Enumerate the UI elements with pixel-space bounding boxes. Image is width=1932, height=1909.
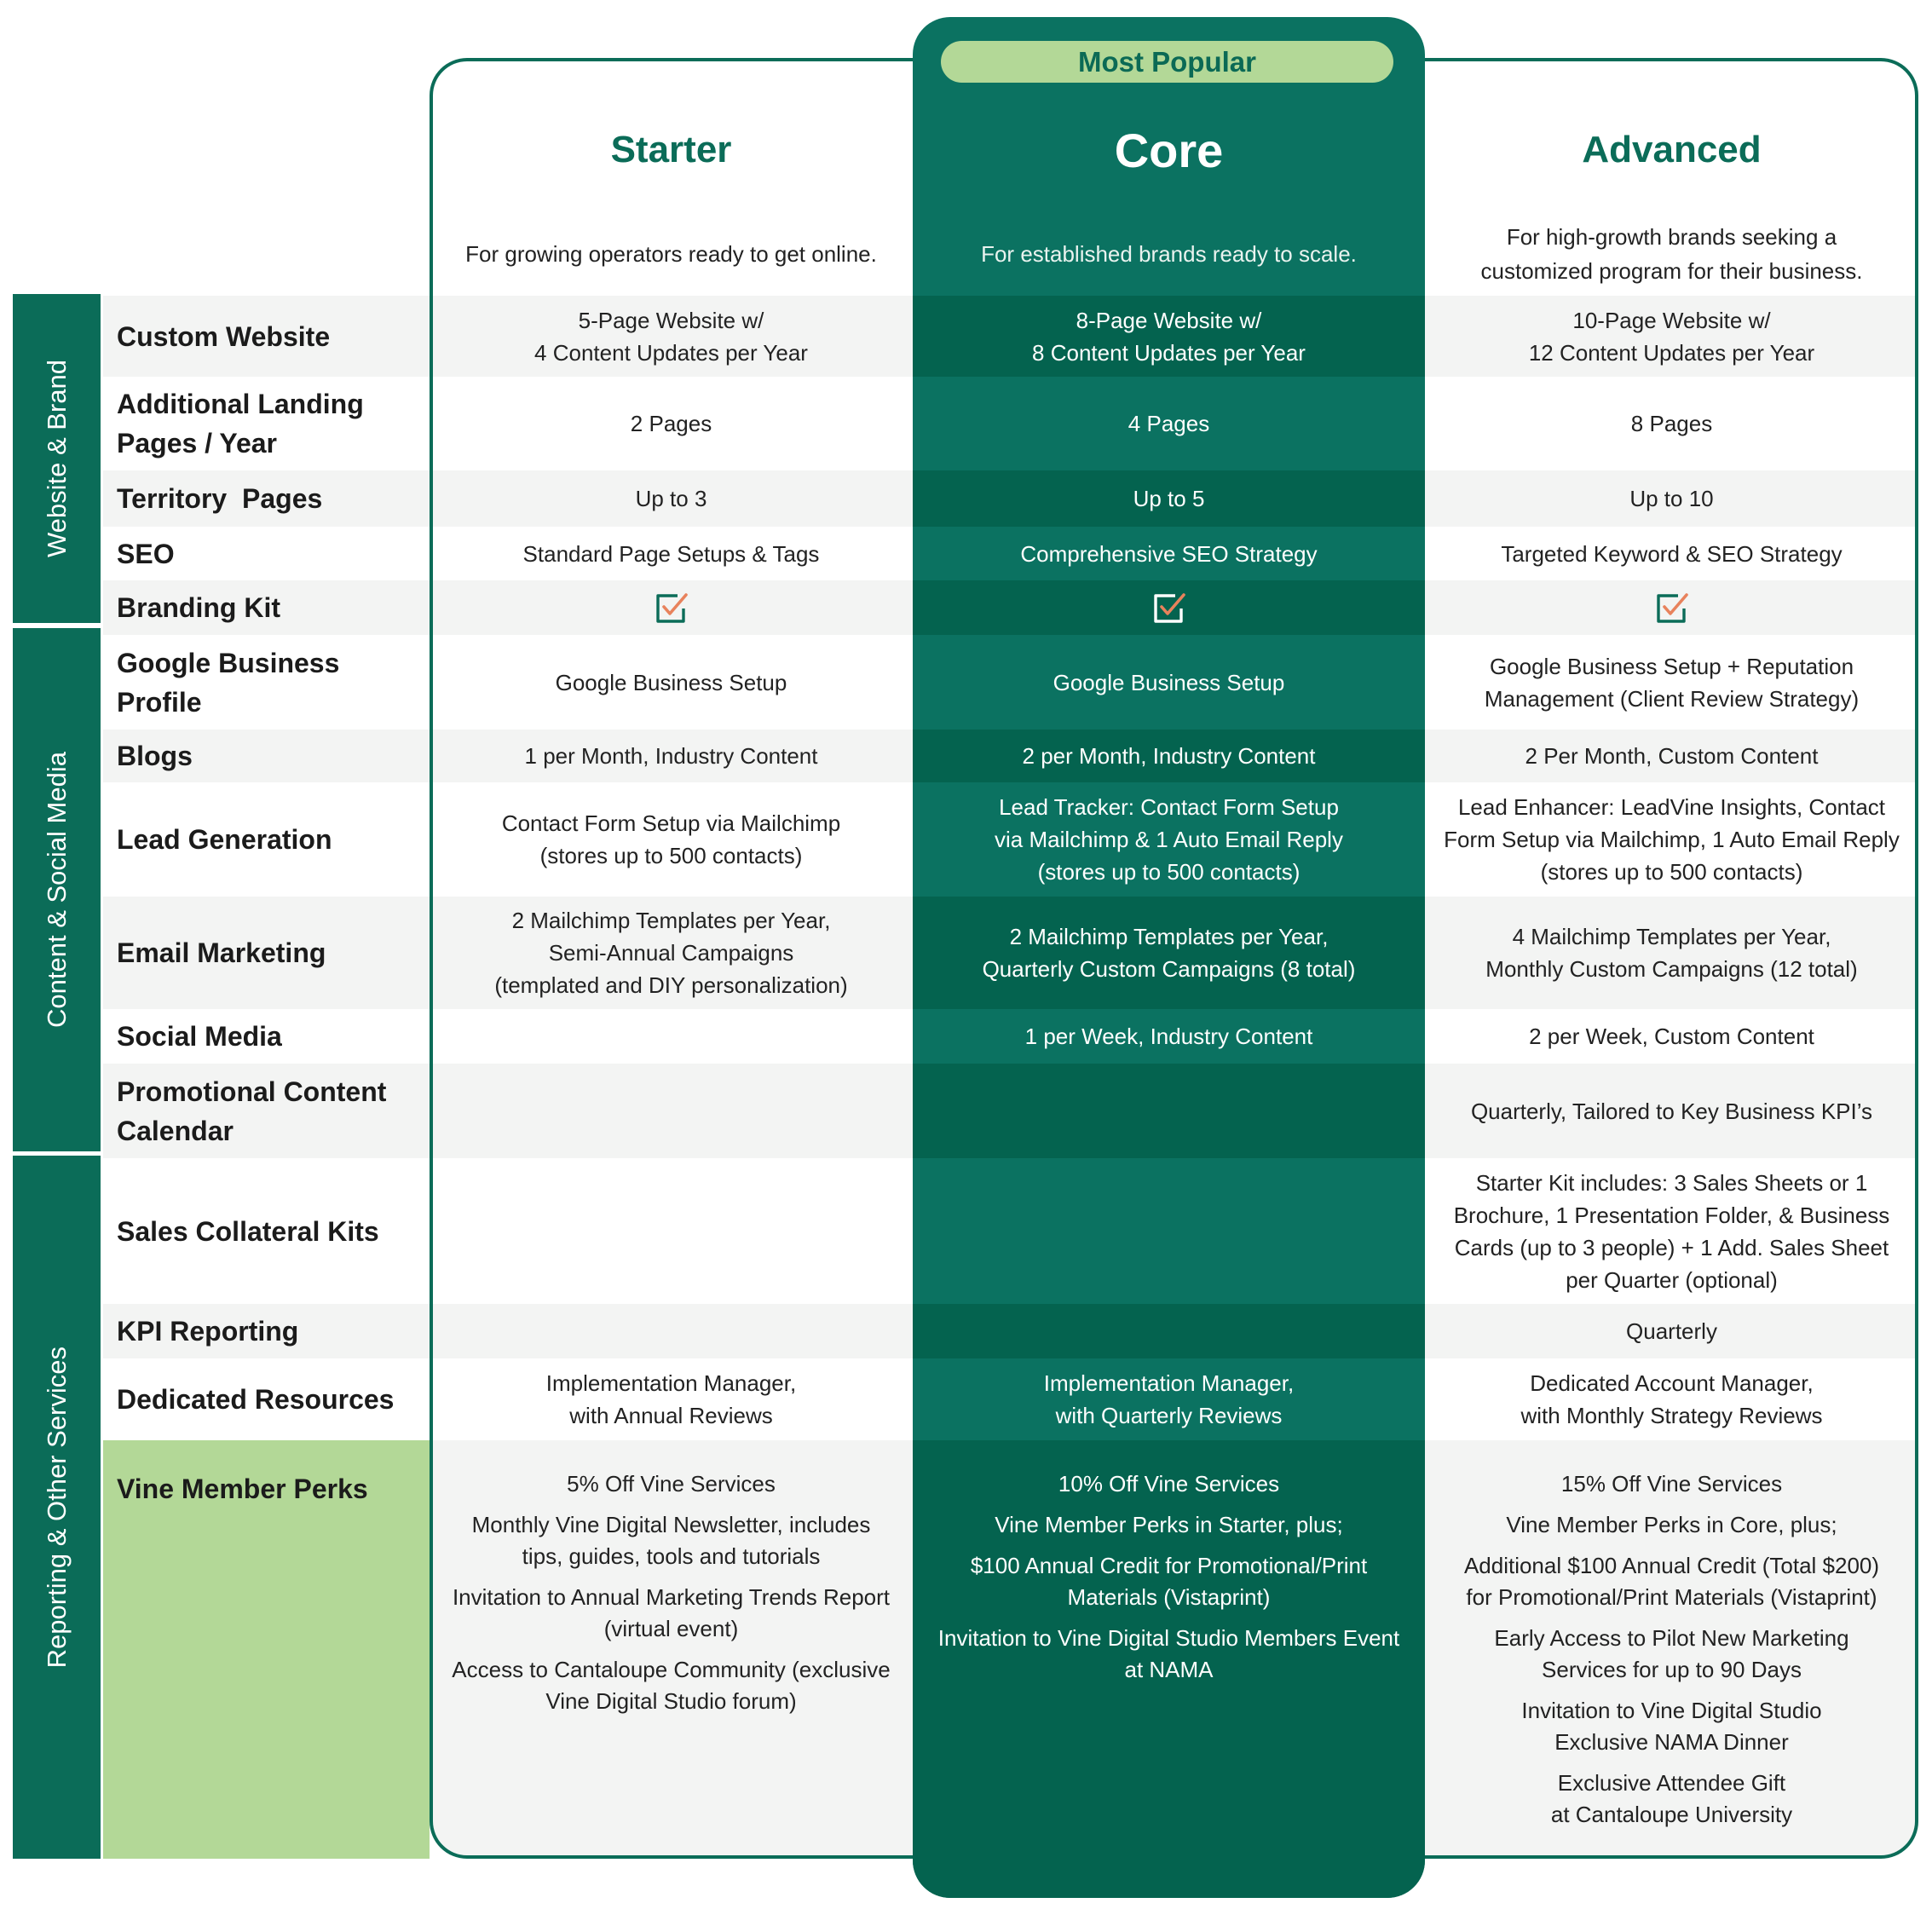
cell-text: Targeted Keyword & SEO Strategy <box>1501 540 1843 567</box>
core-cell <box>913 782 1425 897</box>
perk-item <box>1494 1623 1848 1686</box>
cell-text: Semi-Annual Campaigns <box>548 940 794 966</box>
cell-text: Early Access to Pilot New Marketing <box>1494 1625 1849 1651</box>
feature-label-text: Vine Member Perks <box>117 1474 368 1504</box>
core-cell <box>913 730 1425 782</box>
perk-item <box>1561 1468 1782 1500</box>
core-cell <box>913 1158 1425 1304</box>
cell-text: Additional $100 Annual Credit (Total $200) <box>1463 1553 1880 1578</box>
feature-label <box>103 730 430 782</box>
cell-text: for Promotional/Print Materials (Vistaprint) <box>1466 1584 1877 1610</box>
advanced-cell <box>1425 1009 1918 1064</box>
core-cell <box>913 1009 1425 1064</box>
cell-text: Invitation to Vine Digital Studio Members Event <box>937 1625 1400 1651</box>
checkbox-checked-icon <box>655 591 689 625</box>
feature-label-text: Sales Collateral Kits <box>117 1215 379 1247</box>
feature-label-text: Promotional Content <box>117 1076 387 1107</box>
starter-cell <box>430 897 913 1009</box>
advanced-cell <box>1425 296 1918 377</box>
plan-description-starter <box>430 237 913 271</box>
perk-item <box>995 1509 1342 1541</box>
core-cell <box>913 580 1425 635</box>
core-cell <box>913 377 1425 470</box>
checkbox-checked-icon <box>1655 591 1689 625</box>
cell-text: Management (Client Review Strategy) <box>1484 685 1860 712</box>
starter-cell <box>430 1358 913 1440</box>
feature-label-text: Pages / Year <box>117 428 277 459</box>
plan-title-starter: Starter <box>610 129 732 170</box>
category-website-brand <box>13 294 101 623</box>
cell-text: 2 per Week, Custom Content <box>1529 1024 1814 1049</box>
feature-row-sales-collateral-kits <box>103 1158 1918 1304</box>
starter-cell <box>430 377 913 470</box>
cell-text: Monthly Custom Campaigns (12 total) <box>1485 956 1858 982</box>
cell-text: 4 Mailchimp Templates per Year, <box>1512 924 1831 949</box>
cell-text: 4 Content Updates per Year <box>534 339 808 366</box>
cell-text: Vine Member Perks in Starter, plus; <box>995 1512 1343 1537</box>
feature-label <box>103 527 430 580</box>
cell-text: Starter Kit includes: 3 Sales Sheets or 1 <box>1475 1169 1868 1196</box>
perk-item <box>1551 1768 1792 1831</box>
cell-text: (virtual event) <box>603 1616 739 1641</box>
feature-table <box>103 296 1918 1859</box>
starter-cell <box>430 580 913 635</box>
cell-text: Up to 10 <box>1629 486 1714 511</box>
starter-cell <box>430 1440 913 1859</box>
starter-cell <box>430 730 913 782</box>
core-cell <box>913 470 1425 527</box>
plan-title-advanced: Advanced <box>1582 129 1762 170</box>
cell-text: per Quarter (optional) <box>1566 1266 1778 1293</box>
starter-cell <box>430 1304 913 1358</box>
feature-label-text: Email Marketing <box>117 937 326 968</box>
cell-text: Comprehensive SEO Strategy <box>1020 540 1318 567</box>
feature-label-text: Dedicated Resources <box>117 1384 395 1415</box>
feature-label-text: KPI Reporting <box>117 1316 299 1347</box>
feature-label <box>103 1064 430 1158</box>
perk-item <box>971 1550 1367 1613</box>
cell-text: Google Business Setup + Reputation <box>1489 653 1854 679</box>
cell-text: Implementation Manager, <box>545 1370 797 1396</box>
advanced-cell <box>1425 730 1918 782</box>
cell-text: Invitation to Annual Marketing Trends Report <box>452 1584 891 1610</box>
feature-label <box>103 377 430 470</box>
cell-text: at Cantaloupe University <box>1550 1802 1793 1827</box>
cell-text: 4 Pages <box>1127 411 1210 436</box>
feature-label-text: Lead Generation <box>117 824 332 855</box>
perk-item <box>567 1468 776 1500</box>
cell-text: 1 per Week, Industry Content <box>1024 1024 1313 1049</box>
plan-header-advanced <box>1425 0 1918 296</box>
cell-text: 2 Mailchimp Templates per Year, <box>511 908 831 933</box>
cell-text: 2 Mailchimp Templates per Year, <box>1009 924 1329 949</box>
advanced-cell <box>1425 527 1918 580</box>
feature-row-territory-pages <box>103 470 1918 527</box>
feature-row-dedicated-resources <box>103 1358 1918 1440</box>
feature-label-text: SEO <box>117 538 175 569</box>
starter-cell <box>430 1064 913 1158</box>
starter-cell <box>430 470 913 527</box>
cell-text: Up to 5 <box>1133 486 1205 511</box>
cell-text: Services for up to 90 Days <box>1542 1657 1802 1682</box>
starter-cell <box>430 1158 913 1304</box>
perk-item <box>1058 1468 1279 1500</box>
plan-description-text: For growing operators ready to get online. <box>465 241 877 267</box>
feature-label-text: Social Media <box>117 1021 282 1052</box>
cell-text: Quarterly, Tailored to Key Business KPI’s <box>1470 1098 1873 1124</box>
cell-text: Exclusive NAMA Dinner <box>1554 1729 1789 1755</box>
feature-label-text: Territory Pages <box>117 483 323 514</box>
feature-row-social-media <box>103 1009 1918 1064</box>
cell-text: Lead Tracker: Contact Form Setup <box>999 794 1339 820</box>
feature-row-blogs <box>103 730 1918 782</box>
starter-cell <box>430 527 913 580</box>
feature-label <box>103 1358 430 1440</box>
advanced-cell <box>1425 1358 1918 1440</box>
feature-row-seo <box>103 527 1918 580</box>
cell-text: Invitation to Vine Digital Studio <box>1521 1698 1822 1723</box>
cell-text: (stores up to 500 contacts) <box>1037 859 1300 885</box>
cell-text: 10-Page Website w/ <box>1572 307 1771 333</box>
advanced-cell <box>1425 782 1918 897</box>
cell-text: (templated and DIY personalization) <box>494 972 848 998</box>
cell-text: Cards (up to 3 people) + 1 Add. Sales Sheet <box>1454 1234 1889 1260</box>
plan-description-advanced <box>1425 220 1918 288</box>
core-cell <box>913 897 1425 1009</box>
cell-text: $100 Annual Credit for Promotional/Print <box>970 1553 1368 1578</box>
feature-label-text: Profile <box>117 686 202 718</box>
perk-item <box>1464 1550 1879 1613</box>
plan-description-core <box>913 237 1425 271</box>
cell-text: with Annual Reviews <box>569 1403 773 1428</box>
cell-text: (stores up to 500 contacts) <box>1540 859 1803 885</box>
core-cell <box>913 527 1425 580</box>
feature-label-text: Blogs <box>117 741 193 771</box>
category-label: Content & Social Media <box>41 752 72 1028</box>
perk-item <box>938 1623 1399 1686</box>
feature-label <box>103 1304 430 1358</box>
feature-row-kpi-reporting <box>103 1304 1918 1358</box>
cell-text: Exclusive Attendee Gift <box>1557 1770 1786 1796</box>
core-cell <box>913 1358 1425 1440</box>
feature-row-custom-website <box>103 296 1918 377</box>
core-cell <box>913 1304 1425 1358</box>
feature-label-text: Additional Landing <box>117 389 364 419</box>
feature-row-vine-member-perks <box>103 1440 1918 1859</box>
checkbox-checked-icon <box>1152 591 1186 625</box>
advanced-cell <box>1425 470 1918 527</box>
feature-label-text: Google Business <box>117 647 340 678</box>
cell-text: 1 per Month, Industry Content <box>524 743 818 769</box>
cell-text: 2 Pages <box>630 411 712 436</box>
perk-item <box>1521 1695 1821 1758</box>
feature-label-text: Calendar <box>117 1115 234 1146</box>
plan-header-starter <box>430 0 913 296</box>
cell-text: Access to Cantaloupe Community (exclusive <box>452 1657 891 1682</box>
feature-label <box>103 580 430 635</box>
perk-item <box>452 1654 890 1717</box>
cell-text: with Monthly Strategy Reviews <box>1520 1403 1823 1428</box>
cell-text: Vine Member Perks in Core, plus; <box>1506 1512 1837 1537</box>
cell-text: 8-Page Website w/ <box>1076 307 1262 333</box>
cell-text: Google Business Setup <box>555 669 787 695</box>
advanced-cell <box>1425 1440 1918 1859</box>
cell-text: 8 Content Updates per Year <box>1032 339 1306 366</box>
plan-description-text: For established brands ready to scale. <box>981 241 1357 267</box>
advanced-cell <box>1425 580 1918 635</box>
feature-label-text: Custom Website <box>117 320 331 352</box>
feature-row-additional-landing-pages <box>103 377 1918 470</box>
advanced-cell <box>1425 1158 1918 1304</box>
cell-text: via Mailchimp & 1 Auto Email Reply <box>995 827 1343 852</box>
feature-label <box>103 897 430 1009</box>
cell-text: 10% Off Vine Services <box>1058 1471 1280 1497</box>
cell-text: Implementation Manager, <box>1043 1370 1295 1396</box>
cell-text: tips, guides, tools and tutorials <box>522 1543 821 1569</box>
core-cell <box>913 296 1425 377</box>
cell-text: 8 Pages <box>1630 411 1713 436</box>
feature-label <box>103 1440 430 1859</box>
feature-row-google-business-profile <box>103 635 1918 730</box>
feature-label <box>103 1009 430 1064</box>
cell-text: with Quarterly Reviews <box>1055 1403 1283 1428</box>
perk-item <box>1506 1509 1837 1541</box>
perk-item <box>472 1509 871 1572</box>
cell-text: Up to 3 <box>635 486 707 511</box>
most-popular-badge: Most Popular <box>941 41 1393 83</box>
cell-text: 12 Content Updates per Year <box>1528 339 1815 366</box>
cell-text: Vine Digital Studio forum) <box>545 1688 797 1714</box>
cell-text: 2 Per Month, Custom Content <box>1525 743 1819 769</box>
category-label: Website & Brand <box>41 359 72 558</box>
feature-label <box>103 1158 430 1304</box>
category-reporting-other-services <box>13 1156 101 1859</box>
cell-text: 5% Off Vine Services <box>567 1471 776 1497</box>
feature-label <box>103 296 430 377</box>
feature-label <box>103 470 430 527</box>
feature-label <box>103 782 430 897</box>
perk-item <box>453 1582 890 1645</box>
cell-text: 2 per Month, Industry Content <box>1022 743 1316 769</box>
advanced-cell <box>1425 635 1918 730</box>
cell-text: Lead Enhancer: LeadVine Insights, Contact <box>1457 794 1886 820</box>
plan-description-text: For high-growth brands seeking a <box>1506 224 1837 250</box>
core-cell <box>913 635 1425 730</box>
category-label: Reporting & Other Services <box>41 1346 72 1669</box>
advanced-cell <box>1425 377 1918 470</box>
plan-title-core: Core <box>1114 124 1224 177</box>
cell-text: Dedicated Account Manager, <box>1530 1370 1814 1396</box>
starter-cell <box>430 1009 913 1064</box>
advanced-cell <box>1425 897 1918 1009</box>
feature-row-branding-kit <box>103 580 1918 635</box>
feature-label <box>103 635 430 730</box>
cell-text: Standard Page Setups & Tags <box>522 540 820 567</box>
cell-text: Contact Form Setup via Mailchimp <box>501 810 841 836</box>
cell-text: Quarterly Custom Campaigns (8 total) <box>982 956 1356 982</box>
cell-text: Google Business Setup <box>1053 669 1285 695</box>
feature-row-email-marketing <box>103 897 1918 1009</box>
starter-cell <box>430 782 913 897</box>
cell-text: Monthly Vine Digital Newsletter, includes <box>471 1512 871 1537</box>
category-content-social-media <box>13 628 101 1151</box>
cell-text: at NAMA <box>1124 1657 1214 1682</box>
feature-row-lead-generation <box>103 782 1918 897</box>
feature-label-text: Branding Kit <box>117 592 280 623</box>
core-cell <box>913 1440 1425 1859</box>
feature-row-promotional-content-calendar <box>103 1064 1918 1158</box>
advanced-cell <box>1425 1304 1918 1358</box>
plan-description-text: customized program for their business. <box>1480 258 1863 284</box>
cell-text: Materials (Vistaprint) <box>1067 1584 1271 1610</box>
advanced-cell <box>1425 1064 1918 1158</box>
cell-text: Quarterly <box>1626 1318 1717 1344</box>
cell-text: Form Setup via Mailchimp, 1 Auto Email Reply <box>1444 827 1900 852</box>
cell-text: 15% Off Vine Services <box>1560 1471 1783 1497</box>
starter-cell <box>430 635 913 730</box>
cell-text: (stores up to 500 contacts) <box>539 843 803 868</box>
starter-cell <box>430 296 913 377</box>
core-cell <box>913 1064 1425 1158</box>
cell-text: 5-Page Website w/ <box>578 307 764 333</box>
cell-text: Brochure, 1 Presentation Folder, & Business <box>1453 1202 1890 1228</box>
